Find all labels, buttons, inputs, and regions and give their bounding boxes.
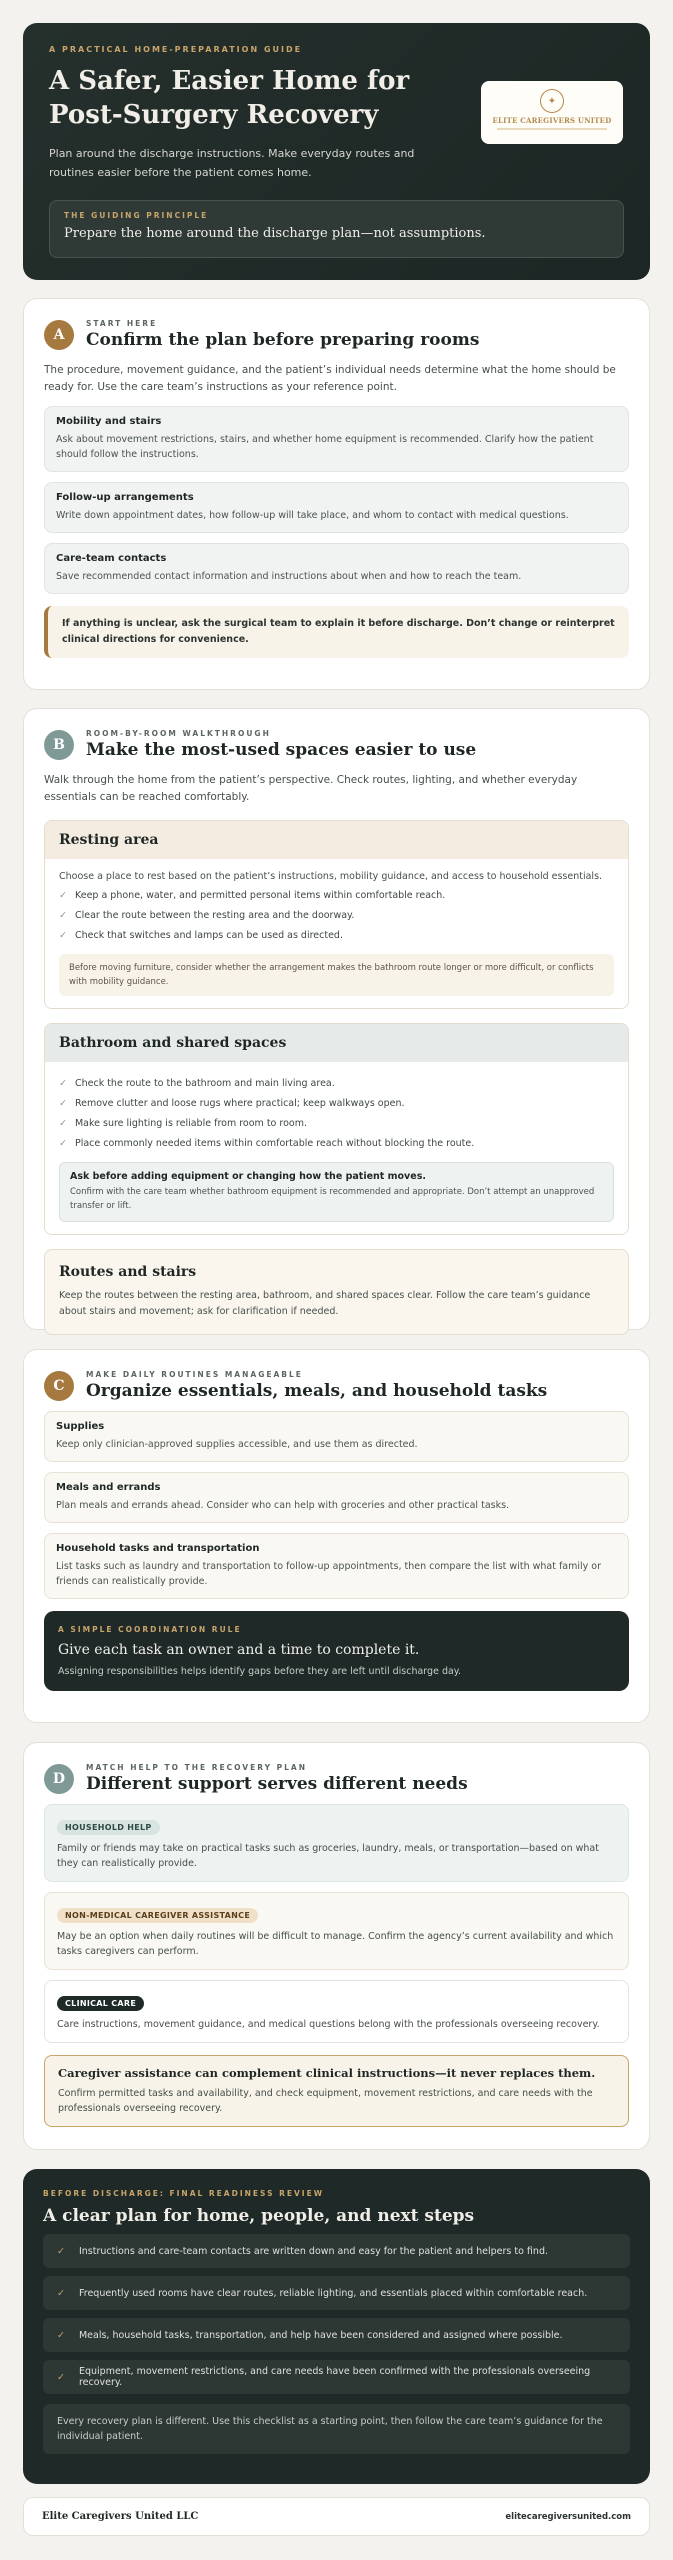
section-intro: Walk through the home from the patient’s perspective. Check routes, lighting, and whether everyday essentials can be reached comfortably. [44, 774, 578, 803]
section-eyebrow: START HERE [86, 319, 158, 328]
check-icon: ✓ [59, 910, 67, 921]
guiding-principle [49, 200, 624, 258]
readiness-item: ✓ Equipment, movement restrictions, and care needs have been confirmed with the professionals overseeing recovery. [43, 2360, 630, 2394]
checklist-item: ✓ Make sure lighting is reliable from room to room. [59, 1118, 307, 1129]
website-link[interactable]: elitecaregiversunited.com [505, 2511, 631, 2522]
checklist-item: ✓ Check that switches and lamps can be used as directed. [59, 930, 343, 941]
card-text: Ask about movement restrictions, stairs, and whether home equipment is recommended. Clarify how the patient should follow the instructions. [56, 434, 594, 460]
final-footnote: Every recovery plan is different. Use this checklist as a starting point, then follow the care team’s guidance for the individual patient. [43, 2404, 630, 2454]
section-title: Organize essentials, meals, and household tasks [86, 1381, 548, 1401]
room-resting [44, 820, 629, 1009]
card-title: Supplies [56, 1421, 105, 1432]
checklist-item: ✓ Keep a phone, water, and permitted personal items within comfortable reach. [59, 890, 446, 901]
note-text: Confirm permitted tasks and availability, and check equipment, movement restrictions, and care needs with the professionals overseeing recovery. [58, 2088, 593, 2114]
equipment-warning [59, 1162, 614, 1222]
section-badge: A [44, 320, 74, 350]
note-title: Caregiver assistance can complement clinical instructions—it never replaces them. [58, 2066, 596, 2080]
info-card [44, 1472, 629, 1523]
check-icon: ✓ [57, 2371, 65, 2383]
support-card [44, 1980, 629, 2043]
card-title: Mobility and stairs [56, 416, 162, 427]
section-a [23, 298, 650, 690]
checklist-item: ✓ Check the route to the bathroom and main living area. [59, 1078, 335, 1089]
checklist-item: ✓ Remove clutter and loose rugs where practical; keep walkways open. [59, 1098, 405, 1109]
support-tag: CLINICAL CARE [57, 1996, 144, 2011]
room-title: Bathroom and shared spaces [45, 1024, 628, 1062]
readiness-item: ✓ Frequently used rooms have clear routes, reliable lighting, and essentials placed within comfortable reach. [43, 2276, 630, 2310]
company-name: Elite Caregivers United LLC [42, 2511, 199, 2522]
room-title: Resting area [45, 821, 628, 859]
rule-text: Assigning responsibilities helps identify gaps before they are left until discharge day. [58, 1666, 462, 1677]
section-badge: C [44, 1371, 74, 1401]
check-icon: ✓ [57, 2245, 65, 2257]
coordination-rule [44, 1611, 629, 1691]
room-routes [44, 1249, 629, 1335]
readiness-item: ✓ Instructions and care-team contacts are written down and easy for the patient and helpers to find. [43, 2234, 630, 2268]
seal-icon: ✦ [540, 89, 564, 113]
room-note: Before moving furniture, consider whether the arrangement makes the bathroom route longer or more difficult, or conflicts with mobility guidance. [59, 954, 614, 996]
check-icon: ✓ [59, 930, 67, 941]
footer [23, 2497, 650, 2536]
warning-text: Confirm with the care team whether bathroom equipment is recommended and appropriate. Don’t attempt an unapproved transfer or lift. [70, 1187, 595, 1211]
warning-callout: If anything is unclear, ask the surgical team to explain it before discharge. Don’t change or reinterpret clinical directions for convenience. [44, 606, 629, 658]
logo-divider [497, 128, 607, 130]
company-logo [481, 81, 623, 144]
hero-banner [23, 23, 650, 280]
section-b [23, 708, 650, 1330]
section-d [23, 1742, 650, 2150]
final-eyebrow: BEFORE DISCHARGE: FINAL READINESS REVIEW [43, 2189, 324, 2198]
card-title: Household tasks and transportation [56, 1543, 260, 1554]
check-icon: ✓ [59, 1078, 67, 1089]
section-title: Make the most-used spaces easier to use [86, 740, 477, 760]
checklist-item: ✓ Place commonly needed items within comfortable reach without blocking the route. [59, 1138, 475, 1149]
section-eyebrow: MAKE DAILY ROUTINES MANAGEABLE [86, 1370, 303, 1379]
check-icon: ✓ [59, 1118, 67, 1129]
card-text: Keep only clinician-approved supplies accessible, and use them as directed. [56, 1439, 418, 1450]
support-tag: NON-MEDICAL CAREGIVER ASSISTANCE [57, 1908, 258, 1923]
card-text: List tasks such as laundry and transportation to follow-up appointments, then compare the list with what family or friends can realistically provide. [56, 1561, 602, 1587]
info-card [44, 543, 629, 594]
card-text: Save recommended contact information and instructions about when and how to reach the team. [56, 571, 522, 582]
support-card [44, 1892, 629, 1970]
section-badge: D [44, 1764, 74, 1794]
support-note [44, 2055, 629, 2127]
check-icon: ✓ [59, 890, 67, 901]
readiness-item: ✓ Meals, household tasks, transportation, and help have been considered and assigned where possible. [43, 2318, 630, 2352]
logo-text: ELITE CAREGIVERS UNITED [492, 116, 612, 125]
support-card [44, 1804, 629, 1882]
card-text: Plan meals and errands ahead. Consider who can help with groceries and other practical tasks. [56, 1500, 510, 1511]
check-icon: ✓ [57, 2287, 65, 2299]
info-card [44, 482, 629, 533]
final-review [23, 2169, 650, 2484]
rule-title: Give each task an owner and a time to complete it. [58, 1642, 420, 1658]
support-text: May be an option when daily routines will be difficult to manage. Confirm the agency’s current availability and which tasks caregivers can perform. [57, 1931, 614, 1957]
check-icon: ✓ [59, 1138, 67, 1149]
section-eyebrow: MATCH HELP TO THE RECOVERY PLAN [86, 1763, 307, 1772]
check-icon: ✓ [59, 1098, 67, 1109]
principle-text: Prepare the home around the discharge plan—not assumptions. [64, 226, 486, 241]
card-text: Write down appointment dates, how follow-up will take place, and whom to contact with medical questions. [56, 510, 569, 521]
section-title: Different support serves different needs [86, 1774, 468, 1794]
hero-intro: Plan around the discharge instructions. Make everyday routes and routines easier before the patient comes home. [49, 147, 415, 179]
section-intro: The procedure, movement guidance, and the patient’s individual needs determine what the home should be ready for. Use the care team’s instructions as your reference point. [44, 364, 616, 393]
warning-title: Ask before adding equipment or changing how the patient moves. [70, 1171, 426, 1182]
check-icon: ✓ [57, 2329, 65, 2341]
section-badge: B [44, 730, 74, 760]
support-text: Family or friends may take on practical tasks such as groceries, laundry, meals, or transportation—based on what they can realistically provide. [57, 1843, 599, 1869]
hero-eyebrow: A PRACTICAL HOME-PREPARATION GUIDE [49, 45, 303, 54]
card-title: Follow-up arrangements [56, 492, 194, 503]
room-bathroom [44, 1023, 629, 1235]
info-card [44, 1411, 629, 1462]
final-title: A clear plan for home, people, and next steps [43, 2206, 475, 2226]
page-title: A Safer, Easier Home for Post-Surgery Recovery [49, 66, 410, 130]
section-title: Confirm the plan before preparing rooms [86, 330, 480, 350]
card-title: Care-team contacts [56, 553, 167, 564]
checklist-item: ✓ Clear the route between the resting area and the doorway. [59, 910, 355, 921]
room-lead: Choose a place to rest based on the patient’s instructions, mobility guidance, and access to household essentials. [59, 871, 603, 882]
principle-eyebrow: THE GUIDING PRINCIPLE [64, 211, 209, 220]
info-card [44, 1533, 629, 1599]
card-title: Meals and errands [56, 1482, 161, 1493]
rule-eyebrow: A SIMPLE COORDINATION RULE [58, 1625, 242, 1634]
support-tag: HOUSEHOLD HELP [57, 1820, 160, 1835]
section-c [23, 1349, 650, 1723]
section-eyebrow: ROOM-BY-ROOM WALKTHROUGH [86, 729, 271, 738]
support-text: Care instructions, movement guidance, and medical questions belong with the professionals overseeing recovery. [57, 2019, 600, 2030]
room-title: Routes and stairs [59, 1264, 197, 1280]
room-text: Keep the routes between the resting area, bathroom, and shared spaces clear. Follow the care team’s guidance about stairs and movement; ask for clarification if needed. [59, 1290, 591, 1317]
info-card [44, 406, 629, 472]
